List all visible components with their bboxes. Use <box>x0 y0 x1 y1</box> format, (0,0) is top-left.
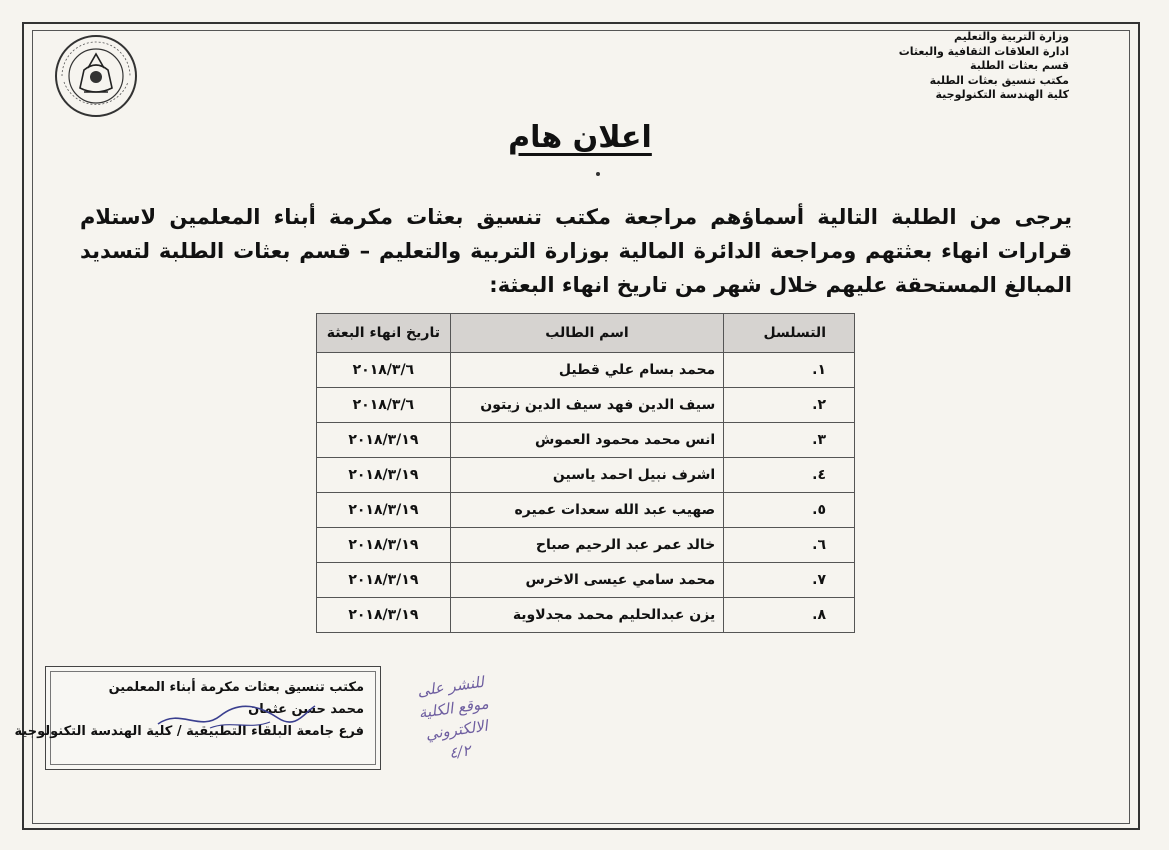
serial-cell: ٣. <box>724 423 855 458</box>
ministry-crest-icon <box>50 30 142 122</box>
table-row <box>317 458 855 493</box>
table-row <box>317 423 855 458</box>
handwritten-line: الالكتروني <box>424 716 489 744</box>
column-header-date: تاريخ انهاء البعثة <box>317 314 451 353</box>
student-name-cell: محمد سامي عيسى الاخرس <box>450 563 724 598</box>
signatory-name: محمد حسن عثمان <box>248 702 364 717</box>
header-line: وزارة التربية والتعليم <box>954 30 1069 43</box>
serial-cell: ٥. <box>724 493 855 528</box>
student-name-cell: محمد بسام علي قطيل <box>450 353 724 388</box>
office-name: مكتب تنسيق بعثات مكرمة أبناء المعلمين <box>108 680 364 695</box>
end-date-cell: ٢٠١٨/٣/١٩ <box>317 493 451 528</box>
serial-cell: ١. <box>724 353 855 388</box>
table-row <box>317 563 855 598</box>
end-date-cell: ٢٠١٨/٣/١٩ <box>317 598 451 633</box>
handwritten-line: موقع الكلية <box>417 694 490 722</box>
handwritten-line: للنشر على <box>416 672 485 700</box>
handwritten-note <box>390 667 523 783</box>
header-line: كلية الهندسة التكنولوجية <box>935 88 1069 101</box>
column-header-serial: التسلسل <box>724 314 855 353</box>
end-date-cell: ٢٠١٨/٣/٦ <box>317 353 451 388</box>
student-name-cell: صهيب عبد الله سعدات عميره <box>450 493 724 528</box>
table-row <box>317 353 855 388</box>
header-line: مكتب تنسيق بعثات الطلبة <box>929 73 1069 87</box>
handwritten-date: ٤/٢ <box>448 741 472 763</box>
student-name-cell: اشرف نبيل احمد ياسين <box>450 458 724 493</box>
student-name-cell: سيف الدين فهد سيف الدين زيتون <box>450 388 724 423</box>
serial-cell: ٦. <box>724 528 855 563</box>
end-date-cell: ٢٠١٨/٣/١٩ <box>317 458 451 493</box>
serial-cell: ٤. <box>724 458 855 493</box>
student-name-cell: انس محمد محمود العموش <box>450 423 724 458</box>
table-header-row <box>317 314 855 353</box>
header-line: ادارة العلاقات الثقافية والبعثات <box>898 44 1069 58</box>
branch-name: فرع جامعة البلقاء التطبيقية / كلية الهندسة التكنولوجية <box>14 724 364 739</box>
end-date-cell: ٢٠١٨/٣/١٩ <box>317 528 451 563</box>
students-table <box>316 313 855 633</box>
serial-cell: ٢. <box>724 388 855 423</box>
decorative-dot <box>596 172 600 176</box>
table-row <box>317 528 855 563</box>
end-date-cell: ٢٠١٨/٣/٦ <box>317 388 451 423</box>
student-name-cell: يزن عبدالحليم محمد مجدلاوية <box>450 598 724 633</box>
ministry-header <box>859 30 1069 103</box>
announcement-title: اعلان هام <box>508 120 652 155</box>
table-row <box>317 493 855 528</box>
column-header-name: اسم الطالب <box>450 314 724 353</box>
serial-cell: ٨. <box>724 598 855 633</box>
header-line: قسم بعثات الطلبة <box>970 59 1069 72</box>
student-name-cell: خالد عمر عبد الرحيم صباح <box>450 528 724 563</box>
announcement-body: يرجى من الطلبة التالية أسماؤهم مراجعة مكتب تنسيق بعثات مكرمة أبناء المعلمين لاستلام قرارات انهاء بعثتهم ومراجعة الدائرة المالية بوزارة التربية والتعليم – قسم بعثات الطلبة لتسديد المبالغ المستحقة عليهم خلال شهر من تاريخ انهاء البعثة: <box>80 205 1072 297</box>
table-row <box>317 388 855 423</box>
handwritten-signature <box>150 688 320 738</box>
serial-cell: ٧. <box>724 563 855 598</box>
end-date-cell: ٢٠١٨/٣/١٩ <box>317 423 451 458</box>
table-row <box>317 598 855 633</box>
end-date-cell: ٢٠١٨/٣/١٩ <box>317 563 451 598</box>
